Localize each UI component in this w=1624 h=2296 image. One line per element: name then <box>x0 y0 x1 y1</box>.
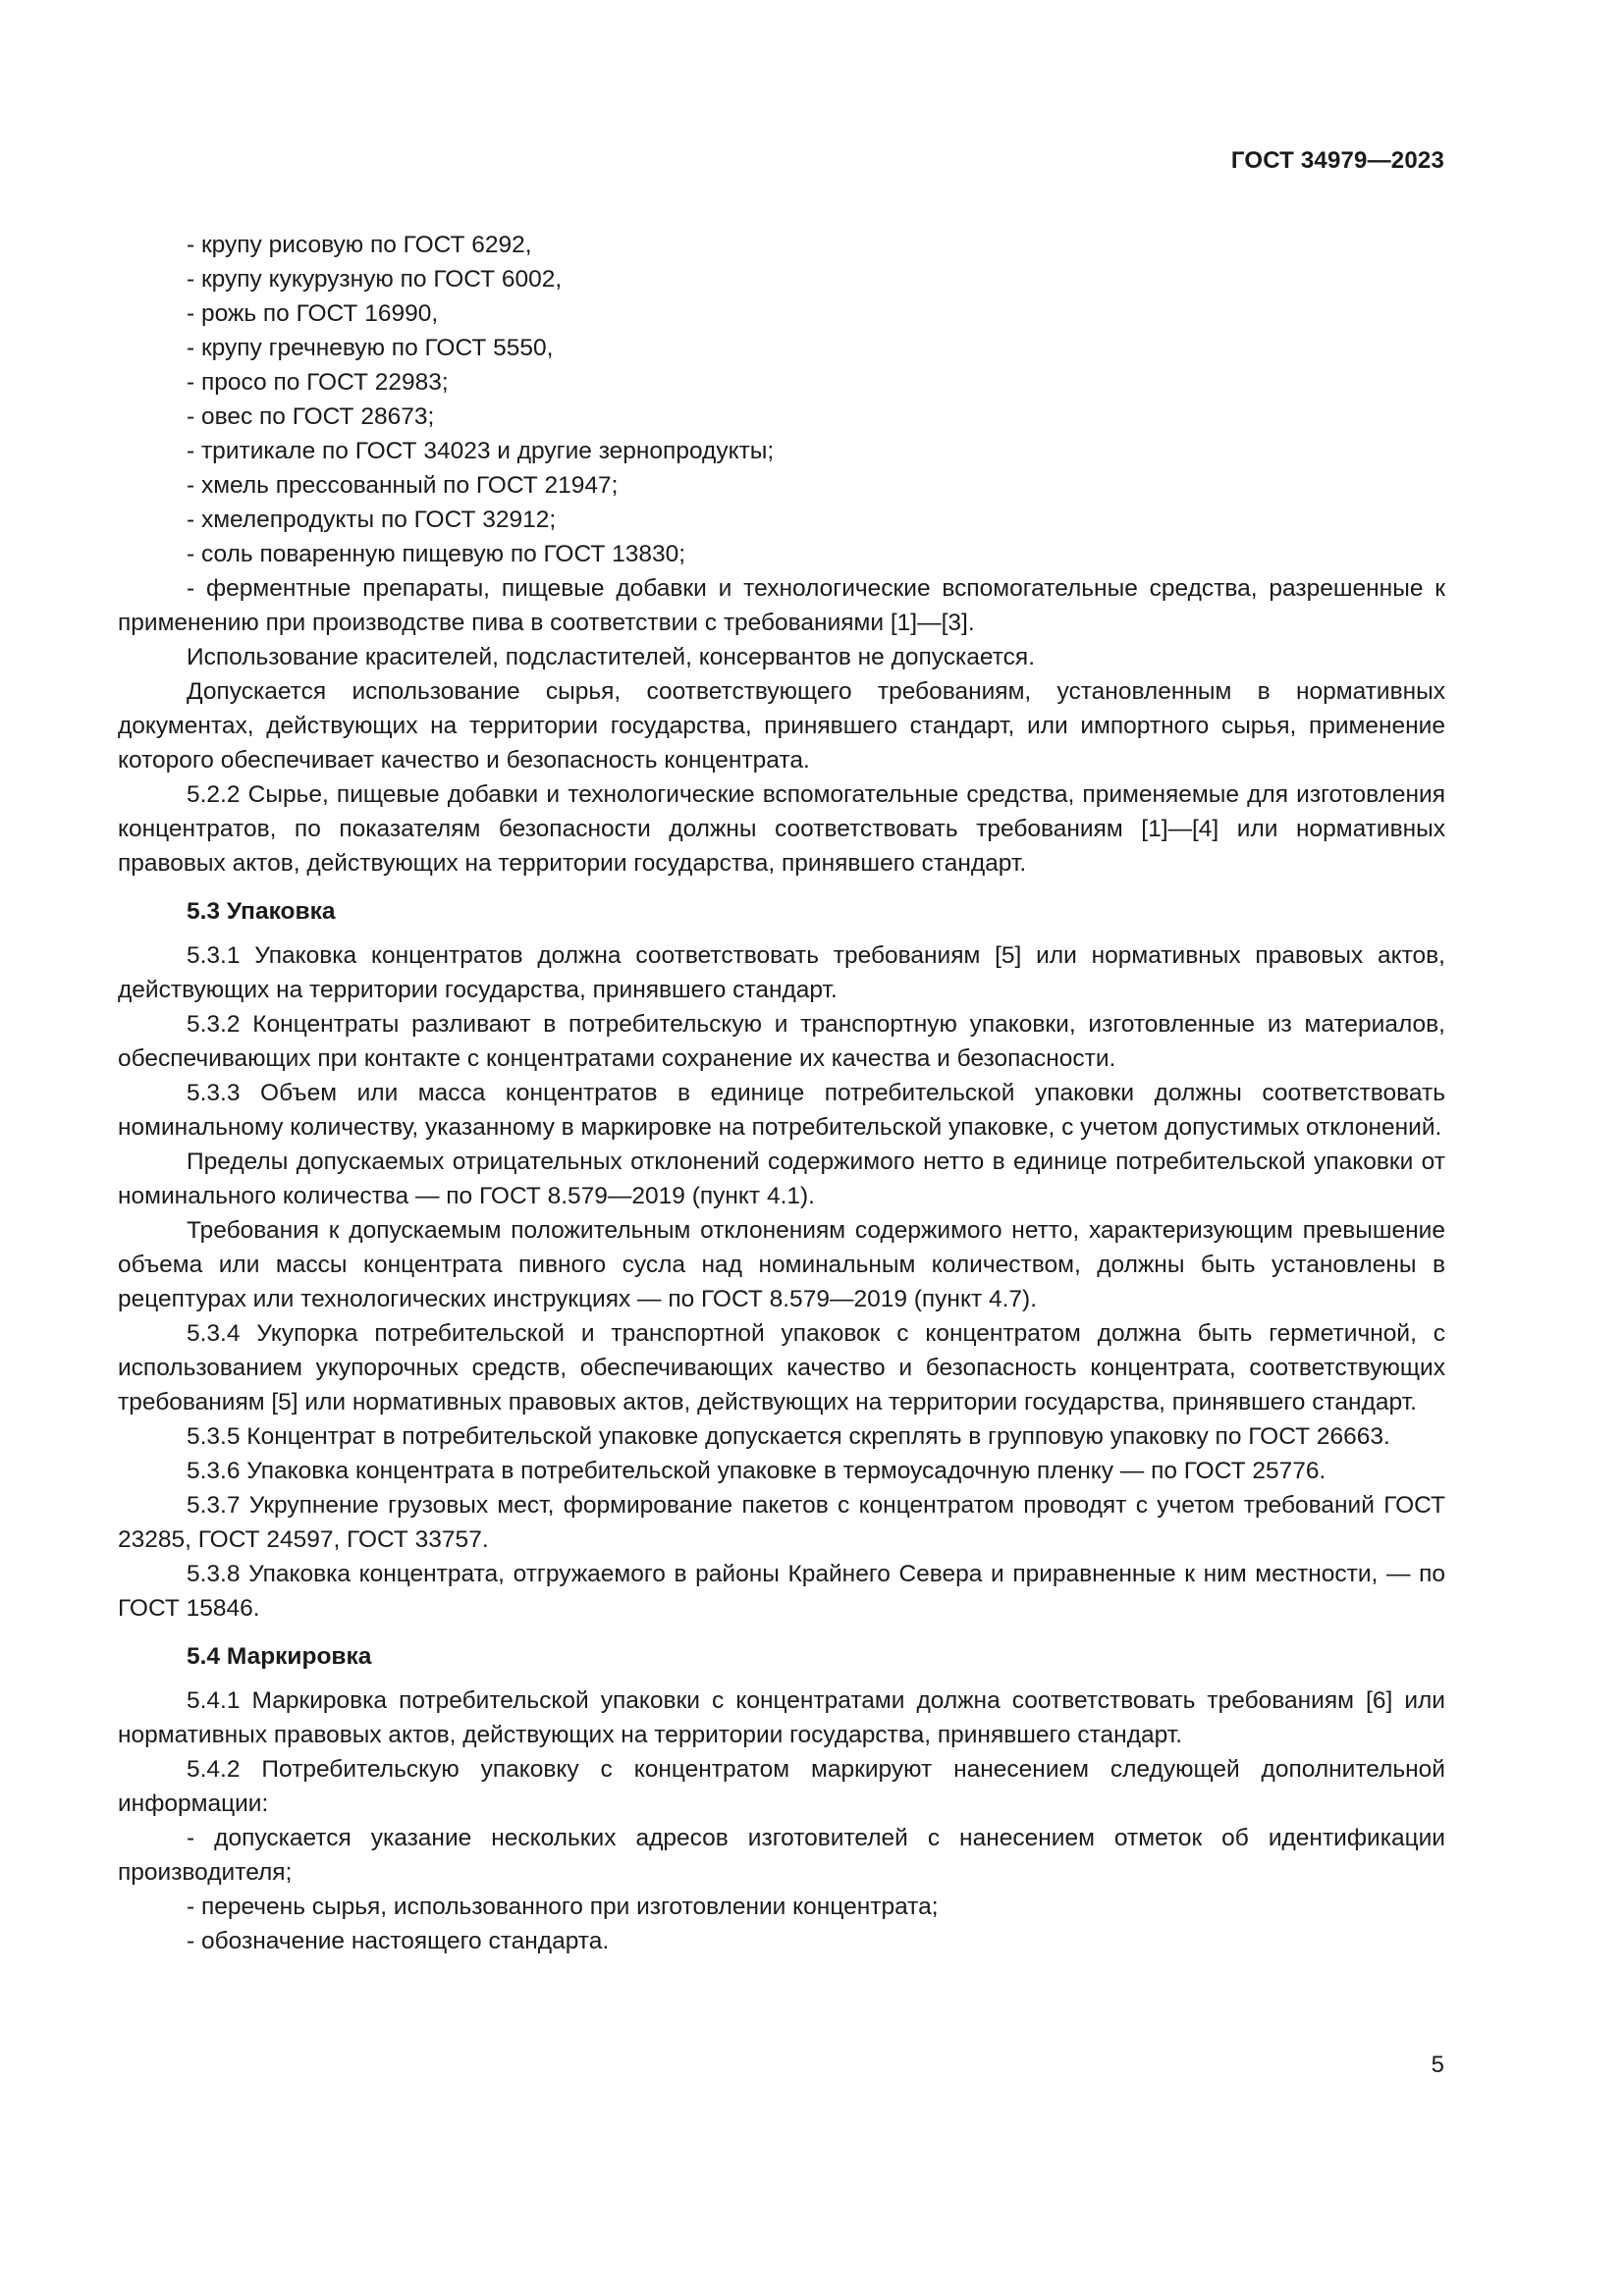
list-item: - обозначение настоящего стандарта. <box>187 1928 610 1954</box>
list-item: - овес по ГОСТ 28673; <box>187 403 435 430</box>
paragraph-5-3-1: 5.3.1 Упаковка концентратов должна соответствовать требованиям [5] или нормативных правовых актов, действующих на территории государства, принявшего стандарт. <box>118 942 1445 1003</box>
paragraph: Использование красителей, подсластителей, консервантов не допускается. <box>187 644 1035 670</box>
paragraph-5-3-7: 5.3.7 Укрупнение грузовых мест, формирование пакетов с концентратом проводят с учетом требований ГОСТ 23285, ГОСТ 24597, ГОСТ 33757. <box>118 1492 1445 1553</box>
section-heading-5-3: 5.3 Упаковка <box>187 898 336 925</box>
paragraph-5-3-6: 5.3.6 Упаковка концентрата в потребительской упаковке в термоусадочную пленку — по ГОСТ 25776. <box>187 1458 1326 1484</box>
list-item: - хмель прессованный по ГОСТ 21947; <box>187 472 619 499</box>
list-item: - рожь по ГОСТ 16990, <box>187 300 439 327</box>
list-item: - крупу гречневую по ГОСТ 5550, <box>187 335 554 361</box>
list-item: - тритикале по ГОСТ 34023 и другие зернопродукты; <box>187 438 775 464</box>
page-number: 5 <box>1431 2052 1444 2078</box>
list-item: - хмелепродукты по ГОСТ 32912; <box>187 507 557 533</box>
paragraph: Требования к допускаемым положительным отклонениям содержимого нетто, характеризующим превышение объема или массы концентрата пивного сусла над номинальным количеством, должны быть установлены в рецептурах или технологических инструкциях — по ГОСТ 8.579—2019 (пункт 4.7). <box>118 1217 1445 1312</box>
paragraph-5-2-2: 5.2.2 Сырье, пищевые добавки и технологические вспомогательные средства, применяемые для изготовления концентратов, по показателям безопасности должны соответствовать требованиям [1]—[4] или нормативных правовых актов, действующих на территории государства, принявшего стандарт. <box>118 781 1445 877</box>
paragraph-5-3-8: 5.3.8 Упаковка концентрата, отгружаемого в районы Крайнего Севера и приравненные к ним местности, — по ГОСТ 15846. <box>118 1561 1445 1622</box>
paragraph: Допускается использование сырья, соответствующего требованиям, установленным в нормативных документах, действующих на территории государства, принявшего стандарт, или импортного сырья, применение которого обеспечивает качество и безопасность концентрата. <box>118 678 1445 774</box>
paragraph-5-3-5: 5.3.5 Концентрат в потребительской упаковке допускается скреплять в групповую упаковку по ГОСТ 26663. <box>187 1423 1390 1450</box>
list-item: - крупу кукурузную по ГОСТ 6002, <box>187 266 563 293</box>
document-body <box>118 228 1445 1958</box>
list-item: - просо по ГОСТ 22983; <box>187 369 449 396</box>
list-item: - ферментные препараты, пищевые добавки и технологические вспомогательные средства, разрешенные к применению при производстве пива в соответствии с требованиями [1]—[3]. <box>118 575 1445 636</box>
list-item: - допускается указание нескольких адресов изготовителей с нанесением отметок об идентификации производителя; <box>118 1825 1445 1886</box>
paragraph-5-3-2: 5.3.2 Концентраты разливают в потребительскую и транспортную упаковки, изготовленные из материалов, обеспечивающих при контакте с концентратами сохранение их качества и безопасности. <box>118 1011 1445 1072</box>
list-item: - соль поваренную пищевую по ГОСТ 13830; <box>187 541 686 567</box>
paragraph: Пределы допускаемых отрицательных отклонений содержимого нетто в единице потребительской упаковки от номинального количества — по ГОСТ 8.579—2019 (пункт 4.1). <box>118 1148 1445 1209</box>
section-heading-5-4: 5.4 Маркировка <box>187 1643 372 1670</box>
paragraph-5-4-2: 5.4.2 Потребительскую упаковку с концентратом маркируют нанесением следующей дополнительной информации: <box>118 1756 1445 1817</box>
list-item: - перечень сырья, использованного при изготовлении концентрата; <box>187 1894 939 1920</box>
list-item: - крупу рисовую по ГОСТ 6292, <box>187 232 532 258</box>
paragraph-5-3-4: 5.3.4 Укупорка потребительской и транспортной упаковок с концентратом должна быть герметичной, с использованием укупорочных средств, обеспечивающих качество и безопасность концентрата, соответствующих требованиям [5] или нормативных правовых актов, действующих на территории государства, принявшего стандарт. <box>118 1320 1445 1415</box>
paragraph-5-4-1: 5.4.1 Маркировка потребительской упаковки с концентратами должна соответствовать требованиям [6] или нормативных правовых актов, действующих на территории государства, принявшего стандарт. <box>118 1687 1445 1748</box>
paragraph-5-3-3: 5.3.3 Объем или масса концентратов в единице потребительской упаковки должны соответствовать номинальному количеству, указанному в маркировке на потребительской упаковке, с учетом допустимых отклонений. <box>118 1080 1445 1141</box>
standard-code: ГОСТ 34979—2023 <box>1230 147 1444 174</box>
